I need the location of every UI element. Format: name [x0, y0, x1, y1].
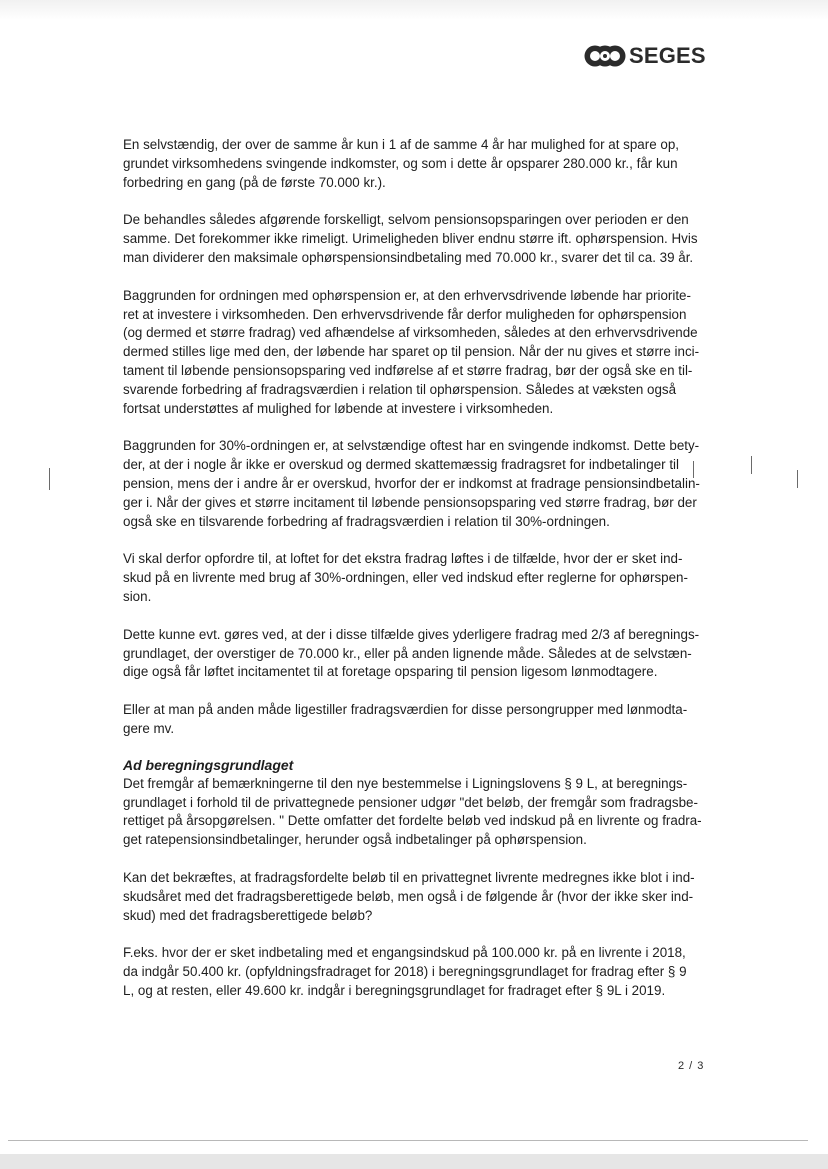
- text-line: Baggrunden for 30%-ordningen er, at selvstændige oftest har en svingende indkomst. Dette bety-: [123, 438, 700, 454]
- text-line: ret at investere i virksomheden. Den erhvervsdrivende får derfor muligheden for ophørspension: [123, 306, 687, 322]
- text-line: man dividerer den maksimale ophørspensionsindbetaling med 70.000 kr., svarer det til ca. 39 år.: [123, 249, 694, 265]
- text-line: tament til løbende pensionsopsparing ved indførelse af et større fradrag, bør der også ske en til-: [123, 362, 693, 378]
- text-line: L, og at resten, eller 49.600 kr. indgår i beregningsgrundlaget for fradraget efter § 9L i 2019.: [123, 982, 666, 998]
- text-line: Eller at man på anden måde ligestiller fradragsværdien for disse persongrupper med lønmodta-: [123, 702, 688, 718]
- text-line: også ske en tilsvarende forbedring af fradragsværdien i relation til 30%-ordningen.: [123, 513, 610, 529]
- text-line: get ratepensionsindbetalinger, herunder også indbetalinger på ophørspension.: [123, 832, 587, 848]
- text-line: forbedring en gang (på de første 70.000 kr.).: [123, 174, 386, 190]
- text-line: De behandles således afgørende forskelligt, selvom pensionsopsparingen over perioden er den: [123, 212, 689, 228]
- text-line: pension, mens der i andre år er overskud, hvorfor der er indkomst at fradrage pensionsindbetalin-: [123, 475, 700, 491]
- text-line: rettiget på årsopgørelsen. " Dette omfatter det fordelte beløb ved indskud på en livrente og fradra-: [123, 813, 702, 829]
- text-line: F.eks. hvor der er sket indbetaling med et engangsindskud på 100.000 kr. på en livrente i 2018,: [123, 945, 686, 961]
- text-line: grundet virksomhedens svingende indkomster, og som i dette år opsparer 280.000 kr., får kun: [123, 155, 678, 171]
- paragraph: [123, 136, 708, 192]
- margin-mark-right-2: [797, 470, 798, 488]
- text-line: Dette kunne evt. gøres ved, at der i disse tilfælde gives yderligere fradrag med 2/3 af beregnings-: [123, 626, 700, 642]
- seges-logo-mark-icon: [584, 41, 626, 71]
- text-line: grundlaget i forhold til de privattegnede pensioner udgør "det beløb, der fremgår som fradragsbe-: [123, 794, 698, 810]
- section-heading: Ad beregningsgrundlaget: [123, 756, 294, 773]
- text-line: fortsat understøttes af mulighed for løbende at investere i virksomheden.: [123, 400, 554, 416]
- paragraph: [123, 775, 708, 850]
- text-line: svarende forbedring af fradragsværdien i relation til ophørspension. Således at væksten også: [123, 381, 677, 397]
- paragraph: [123, 944, 708, 1000]
- letter-body: [123, 136, 708, 1020]
- paragraph: [123, 287, 708, 419]
- text-line: skud på en livrente med brug af 30%-ordningen, eller ved indskud efter reglerne for ophørspen-: [123, 570, 688, 586]
- text-line: samme. Det forekommer ikke rimeligt. Urimeligheden bliver endnu større ift. ophørspension. Hvis: [123, 231, 698, 247]
- paragraph: [123, 211, 708, 267]
- text-line: gere mv.: [123, 720, 175, 736]
- scan-top-shade: [0, 0, 828, 20]
- paragraph: [123, 869, 708, 925]
- margin-mark-left: [49, 468, 50, 490]
- text-line: Baggrunden for ordningen med ophørspension er, at den erhvervsdrivende løbende har priorite-: [123, 287, 691, 303]
- text-line: der, at der i nogle år ikke er overskud og dermed skattemæssig fradragsret for indbetalinger til: [123, 457, 679, 473]
- text-line: skudsåret med det fradragsberettigede beløb, men også i de følgende år (hvor der ikke sker ind-: [123, 888, 694, 904]
- paragraph: [123, 437, 708, 531]
- paragraph: [123, 701, 708, 739]
- seges-logo: [584, 38, 706, 74]
- text-line: skud) med det fradragsberettigede beløb?: [123, 907, 373, 923]
- scan-bottom-strip: [0, 1154, 828, 1169]
- text-line: Kan det bekræftes, at fradragsfordelte beløb til en privattegnet livrente medregnes ikke blot i ind-: [123, 869, 695, 885]
- logo-text: SEGES: [629, 43, 706, 68]
- paragraph: [123, 626, 708, 682]
- text-line: dige også får løftet incitamentet til at foretage opsparing til pension ligesom lønmodtagere.: [123, 664, 658, 680]
- text-line: sion.: [123, 588, 152, 604]
- text-line: ger i. Når der gives et større incitament til løbende pensionsopsparing ved større fradrag, bør der: [123, 494, 697, 510]
- text-line: Vi skal derfor opfordre til, at loftet for det ekstra fradrag løftes i de tilfælde, hvor der er sket ind-: [123, 551, 683, 567]
- text-line: Det fremgår af bemærkningerne til den nye bestemmelse i Ligningslovens § 9 L, at beregnings-: [123, 775, 688, 791]
- paragraph: [123, 550, 708, 606]
- text-line: grundlaget, der overstiger de 70.000 kr., eller på anden lignende måde. Således at de selvstæn-: [123, 645, 692, 661]
- text-line: En selvstændig, der over de samme år kun i 1 af de samme 4 år har mulighed for at spare op,: [123, 137, 679, 152]
- margin-mark-right-1: [751, 456, 752, 474]
- text-line: dermed stilles lige med den, der løbende har sparet op til pension. Når der nu gives et større inci-: [123, 344, 700, 360]
- page-number: 2 / 3: [678, 1060, 705, 1072]
- text-line: (og dermed et større fradrag) ved afhændelse af virksomheden, således at den erhvervsdrivende: [123, 325, 698, 341]
- text-line: da indgår 50.400 kr. (opfyldningsfradraget for 2018) i beregningsgrundlaget for fradrag efter § 9: [123, 964, 687, 980]
- scan-bottom-line: [8, 1140, 808, 1141]
